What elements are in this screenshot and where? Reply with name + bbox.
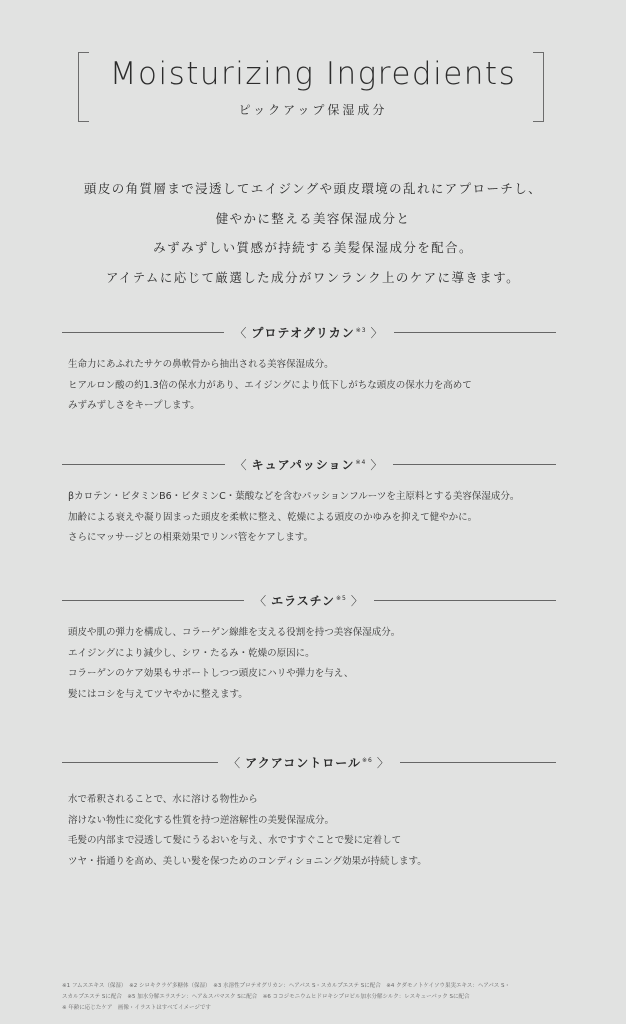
section-heading	[62, 752, 556, 772]
intro-line: アイテムに応じて厳選した成分がワンランク上のケアに導きます。	[105, 269, 520, 285]
section-title: 〈 アクアコントロール$^{※6}$ 〉	[228, 755, 390, 770]
section-heading	[62, 322, 556, 342]
section-cure-passion	[62, 454, 556, 549]
section-title: 〈 プロテオグリカン$^{※3}$ 〉	[234, 325, 384, 340]
page-subtitle: ピックアップ保湿成分	[238, 103, 388, 117]
page-title: Moisturizing Ingredients	[109, 56, 517, 92]
section-title: 〈 エラスチン$^{※5}$ 〉	[254, 593, 364, 608]
section-elastin	[62, 590, 556, 705]
intro-line: 健やかに整える美容保湿成分と	[215, 210, 411, 226]
section-description: 頭皮や肌の弾力を構成し、コラーゲン線維を支える役割を持つ美容保湿成分。 エイジングにより減少し、シワ・たるみ・乾燥の原因に。 コラーゲンのケア効果もサポートしつつ頭皮にハリや弾力を与え、 髪にはコシを与えてツヤやかに整えます。	[68, 627, 401, 700]
intro-line: みずみずしい質感が持続する美髪保湿成分を配合。	[153, 240, 473, 255]
footnotes	[62, 981, 562, 1014]
section-title: 〈 キュアパッション$^{※4}$ 〉	[234, 457, 384, 472]
section-description: βカロテン・ビタミンB6・ビタミンC・葉酸などを含むパッションフルーツを主原料とする美容保湿成分。 加齢による衰えや凝り固まった頭皮を柔軟に整え、乾燥による頭皮のかゆみを抑えて健やかに。 さらにマッサージとの相乗効果でリンパ管をケアします。	[68, 491, 520, 543]
section-description: 生命力にあふれたサケの鼻軟骨から抽出される美容保湿成分。 ヒアルロン酸の約1.3倍の保水力があり、エイジングにより低下しがちな頭皮の保水力を高めて みずみずしさをキープします。	[68, 359, 472, 411]
section-heading	[62, 590, 556, 610]
divider	[62, 464, 225, 465]
divider	[400, 762, 556, 763]
divider	[62, 762, 218, 763]
section-heading	[62, 454, 556, 474]
footnote-line: ※ 年齢に応じたケア 画像・イラストはすべてイメージです	[62, 1005, 211, 1011]
divider	[394, 332, 556, 333]
intro-line: 頭皮の角質層まで浸透してエイジングや頭皮環境の乱れにアプローチし、	[83, 181, 543, 196]
section-proteoglycan	[62, 322, 556, 417]
intro-text	[0, 174, 626, 292]
section-aqua-control	[62, 752, 556, 872]
divider	[62, 600, 244, 601]
footnote-line: ※1 フムスエキス（保湿） ※2 シロキクラゲ多糖体（保湿） ※3 水溶性プロテオグリカン：ヘアパス S・スカルプエステ Sに配合 ※4 クダモノトケイソウ果実エキス：ヘアパス S・	[62, 983, 511, 989]
divider	[62, 332, 224, 333]
divider	[393, 464, 556, 465]
divider	[374, 600, 556, 601]
section-description: 水で希釈されることで、水に溶ける物性から 溶けない物性に変化する性質を持つ逆溶解性の美髪保湿成分。 毛髪の内部まで浸透して髪にうるおいを与え、水ですすぐことで髪に定着して ツヤ・指通りを高め、美しい髪を保つためのコンディショニング効果が持続します。	[68, 794, 427, 867]
footnote-line: スカルプエステ Sに配合 ※5 加水分解エラスチン：ヘア＆スパマスク Sに配合 ※6 ココジモニウムヒドロキシプロピル加水分解シルク：レスキューパック Sに配合	[62, 994, 470, 1000]
